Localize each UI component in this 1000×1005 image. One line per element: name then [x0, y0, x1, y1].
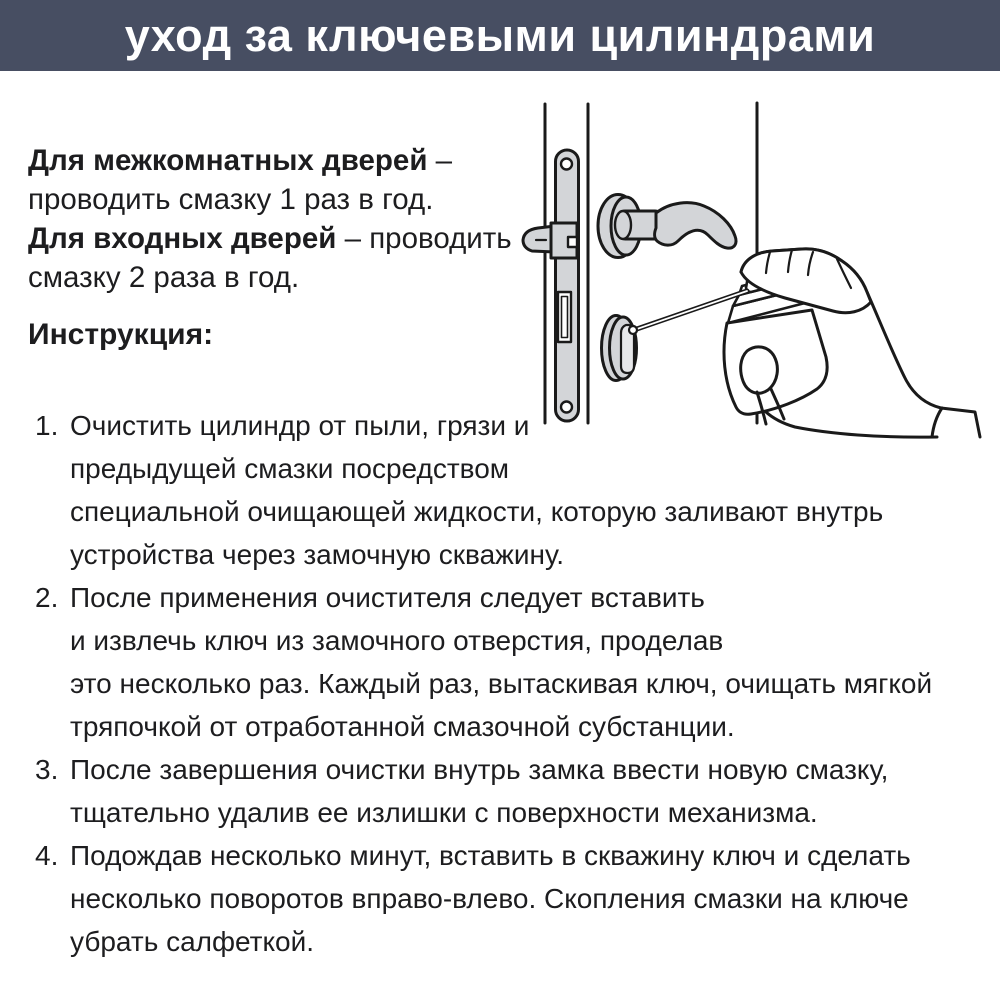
instruction-item — [35, 576, 932, 748]
item-line: убрать салфеткой. — [70, 926, 315, 957]
faceplate-screw-top — [561, 159, 572, 170]
item-text — [70, 834, 911, 963]
item-number: 1. — [35, 410, 59, 441]
latch-bolt — [523, 226, 555, 252]
lower-slot — [558, 292, 571, 342]
sleeve-cuff-line — [932, 408, 942, 437]
item-line: тряпочкой от отработанной смазочной субстанции. — [70, 711, 735, 742]
keyhole-escutcheon — [602, 316, 637, 381]
item-line: Очистить цилиндр от пыли, грязи и — [70, 410, 530, 441]
can-body — [724, 310, 827, 414]
item-line: предыдущей смазки посредством — [70, 453, 510, 484]
lock-housing — [551, 223, 577, 258]
item-number: 3. — [35, 754, 59, 785]
item-number: 4. — [35, 840, 59, 871]
door-edge-lines — [545, 104, 588, 423]
item-number: 2. — [35, 582, 59, 613]
lock-faceplate — [556, 150, 579, 421]
intro-text — [28, 141, 512, 297]
intro-line: Для входных дверей – проводить — [28, 222, 512, 255]
item-line: После завершения очистки внутрь замка ввести новую смазку, — [70, 754, 889, 785]
mortise-lock — [523, 150, 579, 421]
spray-can — [724, 270, 827, 414]
item-line: и извлечь ключ из замочного отверстия, проделав — [70, 625, 724, 656]
handle-lever — [655, 203, 736, 248]
item-line: тщательно удалив ее излишки с поверхности механизма. — [70, 797, 818, 828]
door-handle — [598, 195, 736, 258]
intro-line: смазку 2 раза в год. — [28, 261, 300, 294]
spray-nozzle — [746, 270, 771, 292]
instruction-item — [35, 834, 932, 963]
page-title: уход за ключевыми цилиндрами — [124, 10, 876, 61]
instructions-heading: Инструкция: — [28, 318, 214, 351]
instructions-list — [35, 404, 932, 963]
housing-notch — [568, 237, 577, 247]
keyhole — [621, 325, 634, 373]
item-line: устройства через замочную скважину. — [70, 539, 564, 570]
item-line: это несколько раз. Каждый раз, вытаскивая ключ, очищать мягкой — [70, 668, 933, 699]
intro-line: проводить смазку 1 раз в год. — [28, 183, 434, 216]
item-text — [70, 404, 883, 576]
intro-line: Для межкомнатных дверей – — [28, 144, 453, 177]
item-text — [70, 576, 932, 748]
item-line: специальной очищающей жидкости, которую заливают внутрь — [70, 496, 884, 527]
item-line: несколько поворотов вправо-влево. Скопления смазки на ключе — [70, 883, 909, 914]
item-text — [70, 748, 888, 834]
spray-straw — [629, 291, 747, 334]
item-line: После применения очистителя следует вставить — [70, 582, 705, 613]
fingers — [741, 249, 871, 313]
item-line: Подождав несколько минут, вставить в скважину ключ и сделать — [70, 840, 911, 871]
instruction-item — [35, 404, 932, 576]
header-banner — [0, 0, 1000, 71]
handle-rosette — [598, 195, 638, 258]
instruction-item — [35, 748, 932, 834]
